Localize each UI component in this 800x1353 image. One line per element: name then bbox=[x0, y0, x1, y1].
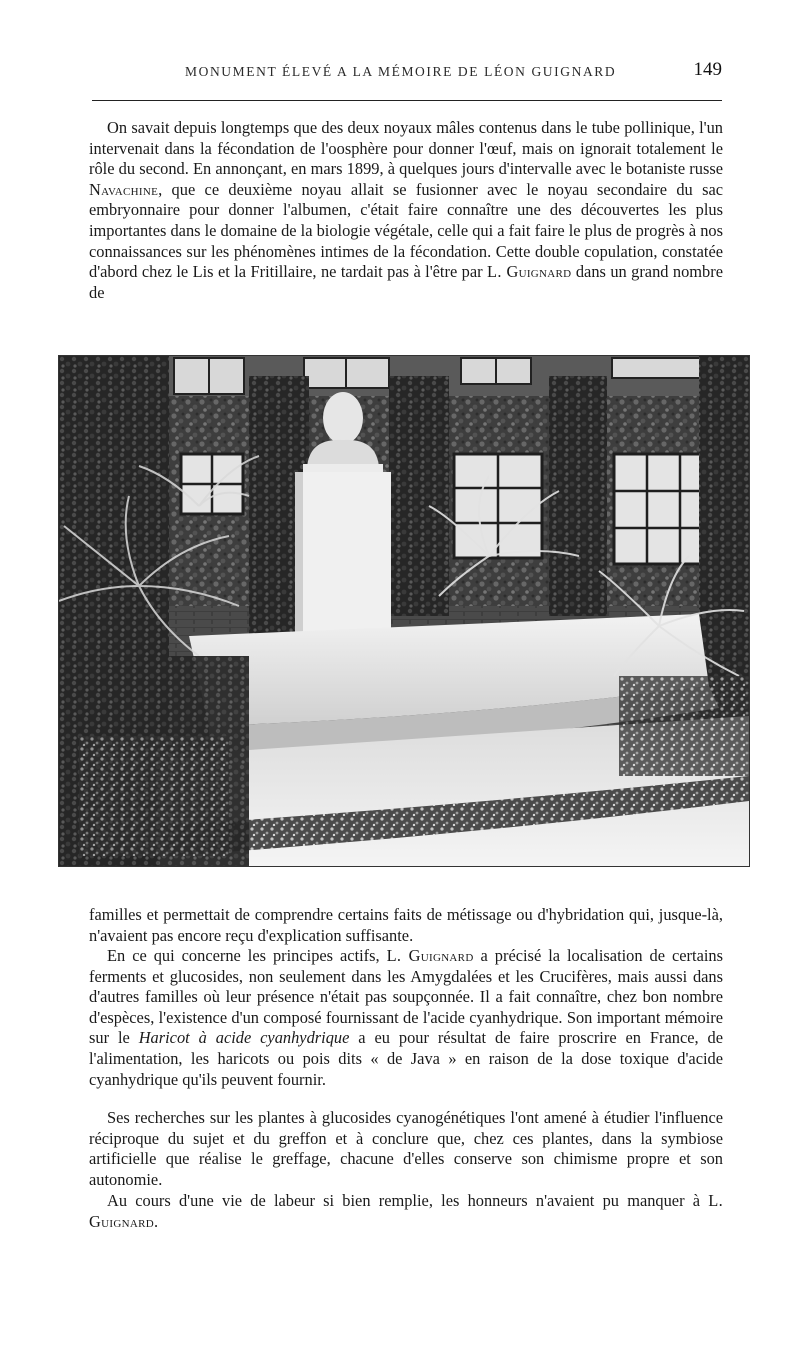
paragraph-5-text-b: . bbox=[153, 1211, 159, 1231]
paragraph-1 bbox=[89, 118, 723, 303]
name-guignard: L. Guignard bbox=[89, 1191, 723, 1231]
memoir-title: Haricot à acide cyanhydrique bbox=[138, 1028, 350, 1048]
monument-photo-illustration bbox=[59, 356, 749, 866]
paragraph-1-text-c: dans un grand nombre de bbox=[89, 262, 723, 302]
paragraph-4: Ses recherches sur les plantes à glucosides cyanogénétiques l'ont amené à étudier l'influence réciproque du sujet et du greffon et à conclure que, chez ces plantes, dans la symbiose artificielle que réalise le greffage, chacune d'elles conserve son chimisme propre et son autonomie. bbox=[89, 1108, 723, 1189]
paragraph-2: familles et permettait de comprendre certains faits de métissage ou d'hybridation qui, jusque-là, n'avaient pas encore reçu d'explication suffisante. bbox=[89, 905, 723, 945]
paragraph-5 bbox=[89, 1191, 723, 1232]
page-header bbox=[92, 59, 722, 86]
paragraph-3-text-a: En ce qui concerne les principes actifs, bbox=[107, 946, 387, 965]
paragraph-5-text-a: Au cours d'une vie de labeur si bien remplie, les honneurs n'avaient pu manquer à bbox=[107, 1191, 709, 1210]
name-guignard: L. Guignard bbox=[386, 946, 474, 965]
paragraph-3-text-b: a précisé la localisation de certains ferments et glucosides, non seulement dans les Amygdalées et les Crucifères, mais aussi dans d'autres familles où leur présence n'était pas soupçonnée. Il a fait connaître, chez bon nombre d'espèces, l'existence d'un composé fournissant de l'acide cyanhydrique. Son important mémoire sur le bbox=[89, 946, 723, 1048]
header-rule bbox=[92, 100, 722, 101]
page-number: 149 bbox=[693, 59, 722, 80]
paragraph-3-text-c: a eu pour résultat de faire proscrire en France, de l'alimentation, les haricots ou pois dits « de Java » en raison de la dose toxique d'acide cyanhydrique qu'ils peuvent fournir. bbox=[89, 1028, 723, 1089]
paragraph-3 bbox=[89, 946, 723, 1090]
paragraph-1-text-b: , que ce deuxième noyau allait se fusionner avec le noyau secondaire du sac embryonnaire pour donner l'albumen, c'était faire connaître une des découvertes les plus importantes dans le domaine de la biologie végétale, celle qui a fait faire le plus de progrès à nos connaissances sur les phénomènes intimes de la fécondation. Cette double copulation, constatée d'abord chez le Lis et la Fritillaire, ne tardait pas à l'être par bbox=[89, 179, 724, 282]
monument-photograph bbox=[58, 355, 750, 867]
name-navachine: Navachine bbox=[89, 179, 159, 199]
name-guignard: L. Guignard bbox=[487, 262, 572, 282]
paragraph-1-text-a: On savait depuis longtemps que des deux noyaux mâles contenus dans le tube pollinique, l'un intervenait dans la fécondation de l'oosphère pour donner l'œuf, mais on ignorait totalement le rôle du second. En annonçant, en mars 1899, à quelques jours d'intervalle avec le botaniste russe bbox=[89, 118, 723, 179]
running-title: MONUMENT ÉLEVÉ A LA MÉMOIRE DE LÉON GUIGNARD bbox=[185, 64, 617, 79]
